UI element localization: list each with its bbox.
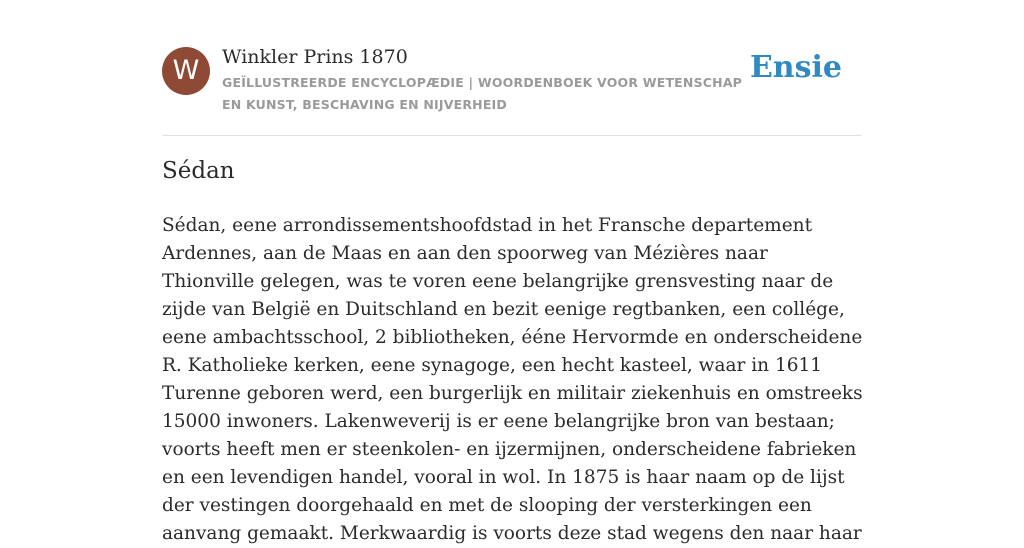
source-avatar[interactable]: W bbox=[162, 47, 210, 95]
header-divider bbox=[162, 135, 862, 136]
source-subtitle: GEÏLLUSTREERDE ENCYCLOPÆDIE | WOORDENBOEK VOOR WETENSCHAP EN KUNST, BESCHAVING EN NIJVERHEID bbox=[222, 75, 743, 112]
source-header bbox=[162, 44, 862, 136]
source-title[interactable]: Winkler Prins 1870 bbox=[222, 46, 408, 68]
article-body: Sédan, eene arrondissementshoofdstad in het Fransche departement Ardennes, aan de Maas en aan den spoorweg van Mézières naar Thionville gelegen, was te voren eene belangrijke grensvesting naar de zijde van België en Duitschland en bezit eenige regtbanken, een collége, eene ambachtsschool, 2 bibliotheken, ééne Hervormde en onderscheidene R. Katholieke kerken, eene synagoge, een hecht kasteel, waar in 1611 Turenne geboren werd, een burgerlijk en militair ziekenhuis en omstreeks 15000 inwoners. Lakenweverij is er eene belangrijke bron van bestaan; voorts heeft men er steenkolen- en ijzermijnen, onderscheidene fabrieken en een levendigen handel, vooral in wol. In 1875 is haar naam op de lijst der vestingen doorgehaald en met de slooping der versterkingen een aanvang gemaakt. Merkwaardig is voorts deze stad wegens den naar haar bbox=[162, 215, 863, 544]
ensie-logo[interactable]: Ensie bbox=[749, 50, 842, 85]
article-title: Sédan bbox=[162, 158, 235, 184]
